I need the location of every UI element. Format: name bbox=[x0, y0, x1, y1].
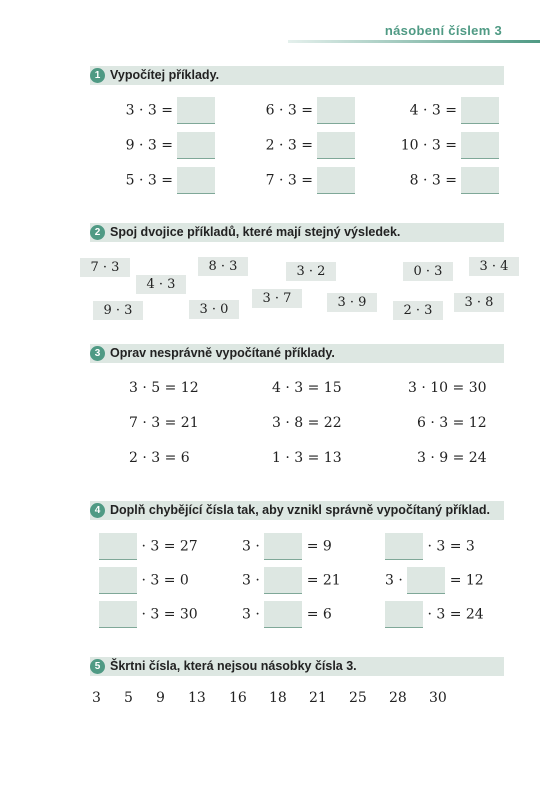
answer-box[interactable] bbox=[385, 533, 423, 560]
pair-tile[interactable]: 8 · 3 bbox=[198, 257, 248, 276]
fill-equation bbox=[99, 601, 198, 628]
equation: 1 · 3 = 13 bbox=[272, 450, 342, 466]
section-label: Vypočítej příklady. bbox=[110, 68, 220, 82]
section-3-header bbox=[90, 344, 504, 363]
answer-box[interactable] bbox=[461, 132, 499, 159]
pair-tile[interactable]: 2 · 3 bbox=[393, 301, 443, 320]
pair-tile[interactable]: 3 · 2 bbox=[286, 262, 336, 281]
number-item[interactable]: 25 bbox=[349, 690, 367, 706]
fill-equation bbox=[385, 567, 484, 594]
equation-text: = 12 bbox=[449, 572, 484, 589]
equation-text: 3 · bbox=[242, 538, 260, 555]
equation: 3 · 8 = 22 bbox=[272, 415, 342, 431]
equation-text: = 9 bbox=[306, 538, 332, 555]
pair-tile[interactable]: 7 · 3 bbox=[80, 258, 130, 277]
fill-equation bbox=[385, 533, 475, 560]
number-item[interactable]: 3 bbox=[92, 690, 101, 706]
pair-tile[interactable]: 3 · 9 bbox=[327, 293, 377, 312]
answer-box[interactable] bbox=[99, 567, 137, 594]
fill-equation bbox=[385, 601, 484, 628]
equation: 4 · 3 = 15 bbox=[272, 380, 342, 396]
number-item[interactable]: 21 bbox=[309, 690, 327, 706]
answer-box[interactable] bbox=[264, 533, 302, 560]
exercise bbox=[410, 97, 499, 124]
equation: 7 · 3 = 21 bbox=[129, 415, 199, 431]
fill-equation bbox=[242, 601, 332, 628]
number-item[interactable]: 28 bbox=[389, 690, 407, 706]
answer-box[interactable] bbox=[317, 97, 355, 124]
section-2-header bbox=[90, 223, 504, 242]
exercise bbox=[126, 132, 215, 159]
equation: 2 · 3 = 6 bbox=[129, 450, 190, 466]
exercise bbox=[266, 132, 355, 159]
equation: 3 · 10 = 30 bbox=[408, 380, 487, 396]
equation: 3 · 9 = 24 bbox=[417, 450, 487, 466]
section-label: Škrtni čísla, která nejsou násobky čísla 3. bbox=[110, 659, 357, 673]
answer-box[interactable] bbox=[461, 167, 499, 194]
number-item[interactable]: 30 bbox=[429, 690, 447, 706]
answer-box[interactable] bbox=[177, 132, 215, 159]
pair-tile[interactable]: 3 · 7 bbox=[252, 289, 302, 308]
answer-box[interactable] bbox=[177, 167, 215, 194]
exercise-text: 3 · 3 = bbox=[125, 102, 173, 119]
exercise-text: 2 · 3 = bbox=[265, 137, 313, 154]
number-item[interactable]: 9 bbox=[156, 690, 165, 706]
equation-text: 3 · bbox=[242, 572, 260, 589]
answer-box[interactable] bbox=[407, 567, 445, 594]
section-label: Oprav nesprávně vypočítané příklady. bbox=[110, 346, 335, 360]
equation: 6 · 3 = 12 bbox=[417, 415, 487, 431]
pair-tile[interactable]: 3 · 0 bbox=[189, 300, 239, 319]
exercise-text: 4 · 3 = bbox=[409, 102, 457, 119]
exercise bbox=[126, 167, 215, 194]
section-number: 1 bbox=[90, 68, 105, 83]
equation-text: 3 · bbox=[242, 606, 260, 623]
number-item[interactable]: 16 bbox=[229, 690, 247, 706]
number-item[interactable]: 13 bbox=[188, 690, 206, 706]
exercise-text: 10 · 3 = bbox=[400, 137, 457, 154]
fill-equation bbox=[242, 567, 341, 594]
exercise-text: 8 · 3 = bbox=[409, 172, 457, 189]
equation-text: = 6 bbox=[306, 606, 332, 623]
pair-tile[interactable]: 0 · 3 bbox=[403, 262, 453, 281]
exercise bbox=[266, 97, 355, 124]
section-5-header bbox=[90, 657, 504, 676]
answer-box[interactable] bbox=[177, 97, 215, 124]
pair-tile[interactable]: 3 · 4 bbox=[469, 257, 519, 276]
exercise-text: 5 · 3 = bbox=[125, 172, 173, 189]
section-4-header bbox=[90, 501, 504, 520]
answer-box[interactable] bbox=[317, 167, 355, 194]
section-1-header bbox=[90, 66, 504, 85]
answer-box[interactable] bbox=[317, 132, 355, 159]
exercise bbox=[401, 132, 499, 159]
equation-text: · 3 = 30 bbox=[141, 606, 198, 623]
answer-box[interactable] bbox=[264, 601, 302, 628]
exercise bbox=[126, 97, 215, 124]
exercise bbox=[410, 167, 499, 194]
fill-equation bbox=[99, 533, 198, 560]
answer-box[interactable] bbox=[385, 601, 423, 628]
section-number: 4 bbox=[90, 503, 105, 518]
fill-equation bbox=[242, 533, 332, 560]
equation-text: 3 · bbox=[385, 572, 403, 589]
exercise-text: 6 · 3 = bbox=[265, 102, 313, 119]
answer-box[interactable] bbox=[461, 97, 499, 124]
answer-box[interactable] bbox=[99, 601, 137, 628]
header-title: násobení číslem 3 bbox=[384, 23, 502, 38]
section-number: 5 bbox=[90, 659, 105, 674]
header-line bbox=[288, 40, 540, 43]
equation: 3 · 5 = 12 bbox=[129, 380, 199, 396]
section-number: 3 bbox=[90, 346, 105, 361]
number-item[interactable]: 18 bbox=[269, 690, 287, 706]
pair-tile[interactable]: 9 · 3 bbox=[93, 301, 143, 320]
pair-tile[interactable]: 3 · 8 bbox=[454, 293, 504, 312]
exercise bbox=[266, 167, 355, 194]
section-label: Spoj dvojice příkladů, které mají stejný výsledek. bbox=[110, 225, 401, 239]
exercise-text: 9 · 3 = bbox=[125, 137, 173, 154]
exercise-text: 7 · 3 = bbox=[265, 172, 313, 189]
number-item[interactable]: 5 bbox=[124, 690, 133, 706]
equation-text: · 3 = 24 bbox=[427, 606, 484, 623]
equation-text: · 3 = 3 bbox=[427, 538, 475, 555]
equation-text: · 3 = 27 bbox=[141, 538, 198, 555]
answer-box[interactable] bbox=[99, 533, 137, 560]
fill-equation bbox=[99, 567, 189, 594]
answer-box[interactable] bbox=[264, 567, 302, 594]
section-label: Doplň chybějící čísla tak, aby vznikl správně vypočítaný příklad. bbox=[110, 503, 491, 517]
section-number: 2 bbox=[90, 225, 105, 240]
equation-text: · 3 = 0 bbox=[141, 572, 189, 589]
pair-tile[interactable]: 4 · 3 bbox=[136, 275, 186, 294]
equation-text: = 21 bbox=[306, 572, 341, 589]
